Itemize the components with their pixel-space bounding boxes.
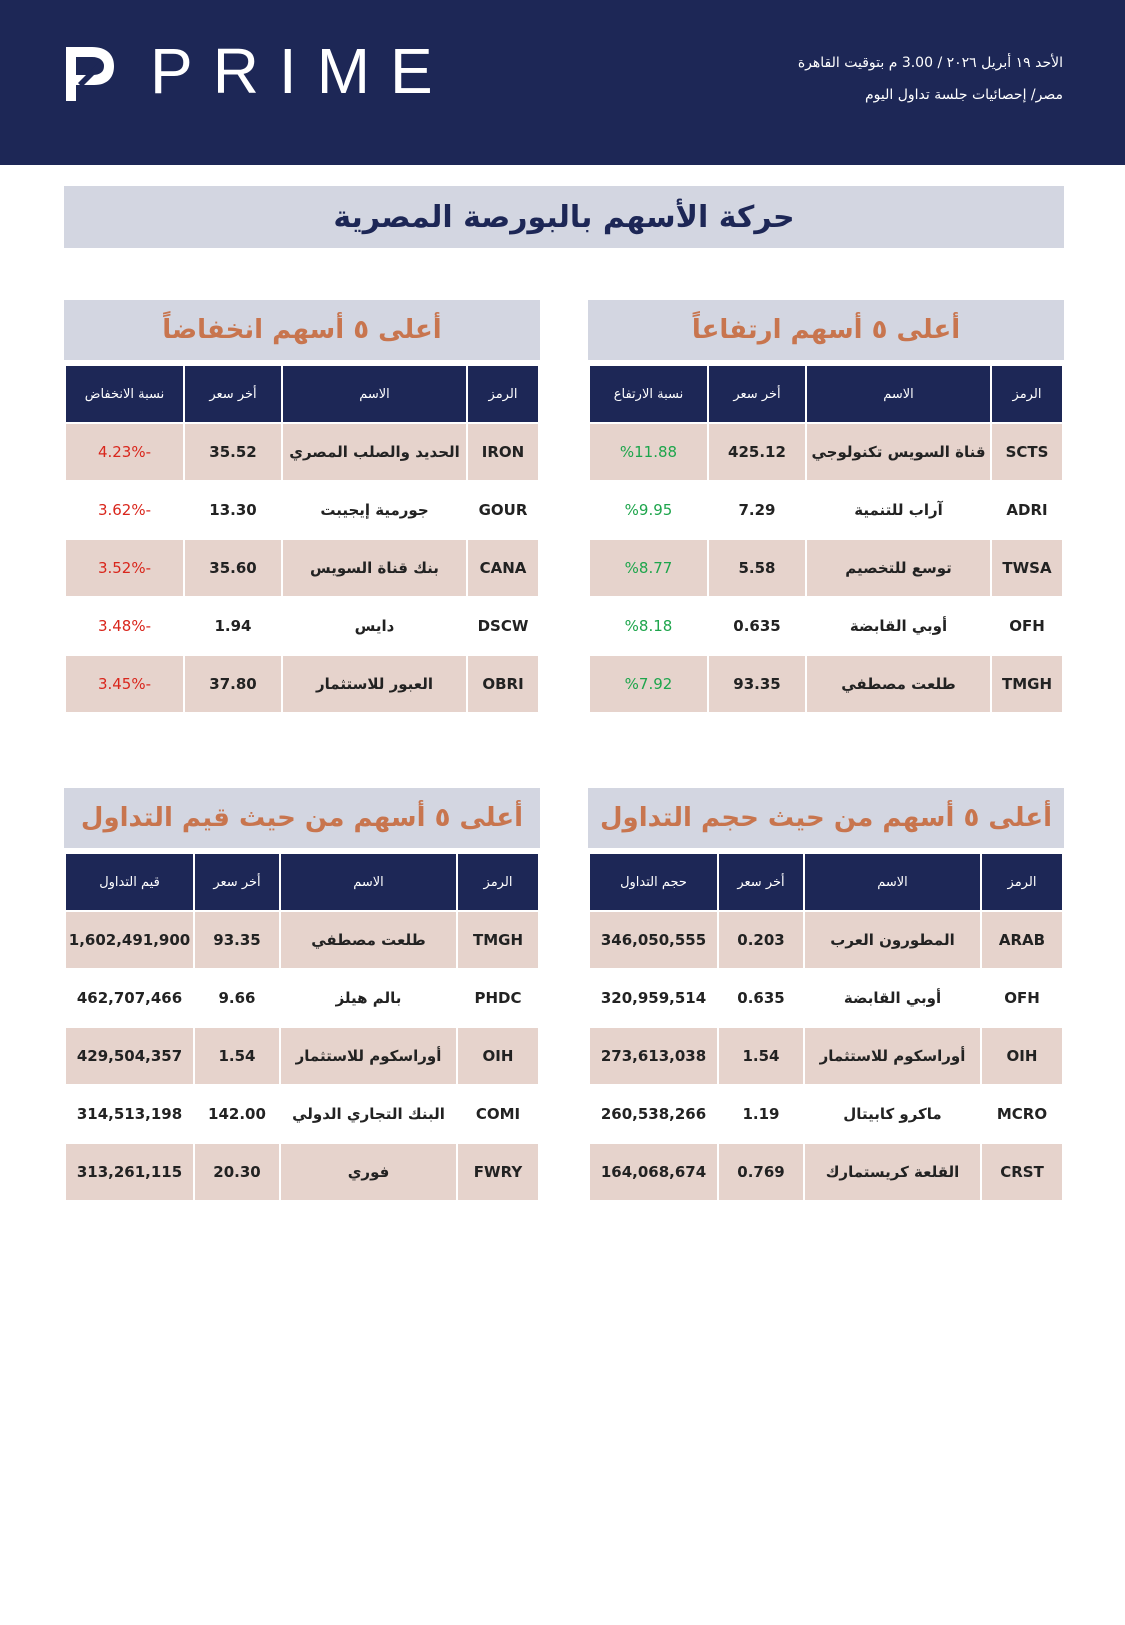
table-row xyxy=(66,1086,538,1142)
top-value-section xyxy=(64,788,540,1202)
table-row xyxy=(590,912,1062,968)
symbol-cell: ADRI xyxy=(1006,501,1048,519)
price-cell: 20.30 xyxy=(195,1144,279,1200)
top-gainers-section xyxy=(588,300,1064,714)
price-cell: 93.35 xyxy=(195,912,279,968)
price-cell: 5.58 xyxy=(709,540,805,596)
table-row xyxy=(590,1086,1062,1142)
top-volume-section xyxy=(588,788,1064,1202)
symbol-cell: GOUR xyxy=(478,501,528,519)
table-row xyxy=(590,540,1062,596)
symbol-cell: DSCW xyxy=(477,617,529,635)
table-row xyxy=(590,482,1062,538)
volume-cell: 320,959,514 xyxy=(600,989,707,1007)
col-header-change: نسبة الارتفاع xyxy=(590,366,707,422)
col-header-name: الاسم xyxy=(283,366,466,422)
symbol-cell: ARAB xyxy=(982,912,1062,968)
price-cell: 142.00 xyxy=(208,1105,266,1123)
price-cell: 35.52 xyxy=(185,424,281,480)
symbol-cell: TMGH xyxy=(458,912,538,968)
name-cell: توسع للتخصيم xyxy=(807,540,990,596)
name-cell: قناة السويس تكنولوجي xyxy=(807,424,990,480)
price-cell: 35.60 xyxy=(185,540,281,596)
table-row xyxy=(590,1028,1062,1084)
price-cell: 0.203 xyxy=(719,912,803,968)
symbol-cell: TMGH xyxy=(992,656,1062,712)
table-row xyxy=(590,970,1062,1026)
table-row xyxy=(66,424,538,480)
price-cell: 7.29 xyxy=(738,501,776,519)
symbol-cell: COMI xyxy=(475,1105,521,1123)
table-row xyxy=(590,598,1062,654)
value-cell: 313,261,115 xyxy=(66,1144,193,1200)
change-cell: %8.18 xyxy=(624,617,673,635)
section-title: أعلى ٥ أسهم من حيث حجم التداول xyxy=(588,788,1064,848)
price-cell: 9.66 xyxy=(218,989,256,1007)
symbol-cell: OIH xyxy=(458,1028,538,1084)
value-cell: 314,513,198 xyxy=(76,1105,183,1123)
col-header-symbol: الرمز xyxy=(468,366,538,422)
value-cell: 429,504,357 xyxy=(66,1028,193,1084)
symbol-cell: SCTS xyxy=(992,424,1062,480)
col-header-name: الاسم xyxy=(807,366,990,422)
col-header-symbol: الرمز xyxy=(982,854,1062,910)
symbol-cell: MCRO xyxy=(996,1105,1048,1123)
change-cell: -3.52% xyxy=(66,540,183,596)
price-cell: 425.12 xyxy=(709,424,805,480)
volume-cell: 346,050,555 xyxy=(590,912,717,968)
name-cell: دايس xyxy=(354,617,395,635)
section-title: أعلى ٥ أسهم انخفاضاً xyxy=(64,300,540,360)
price-cell: 1.94 xyxy=(214,617,252,635)
name-cell: طلعت مصطفي xyxy=(807,656,990,712)
table-row xyxy=(66,482,538,538)
symbol-cell: OBRI xyxy=(468,656,538,712)
symbol-cell: PHDC xyxy=(474,989,522,1007)
name-cell: بنك قناة السويس xyxy=(283,540,466,596)
name-cell: البنك التجاري الدولي xyxy=(292,1105,445,1123)
symbol-cell: OFH xyxy=(1004,989,1040,1007)
name-cell: جورمية إيجيبت xyxy=(320,501,429,519)
col-header-symbol: الرمز xyxy=(458,854,538,910)
name-cell: فوري xyxy=(281,1144,456,1200)
price-cell: 13.30 xyxy=(209,501,257,519)
change-cell: -4.23% xyxy=(66,424,183,480)
symbol-cell: TWSA xyxy=(992,540,1062,596)
col-header-volume: حجم التداول xyxy=(590,854,717,910)
name-cell: آراب للتنمية xyxy=(854,501,943,519)
change-cell: %11.88 xyxy=(590,424,707,480)
symbol-cell: IRON xyxy=(468,424,538,480)
name-cell: أوبي القابضة xyxy=(849,617,948,635)
price-cell: 1.19 xyxy=(742,1105,780,1123)
report-subtitle: مصر/ إحصائيات جلسة تداول اليوم xyxy=(864,87,1063,103)
price-cell: 1.54 xyxy=(719,1028,803,1084)
col-header-price: أخر سعر xyxy=(185,366,281,422)
section-title: أعلى ٥ أسهم ارتفاعاً xyxy=(588,300,1064,360)
name-cell: الحديد والصلب المصري xyxy=(283,424,466,480)
price-cell: 0.635 xyxy=(733,617,781,635)
col-header-name: الاسم xyxy=(805,854,980,910)
name-cell: طلعت مصطفي xyxy=(281,912,456,968)
symbol-cell: CRST xyxy=(982,1144,1062,1200)
table-row xyxy=(66,656,538,712)
table-row xyxy=(66,1144,538,1200)
price-cell: 1.54 xyxy=(195,1028,279,1084)
change-cell: %8.77 xyxy=(590,540,707,596)
price-cell: 0.769 xyxy=(719,1144,803,1200)
name-cell: أوبي القابضة xyxy=(843,989,942,1007)
top-losers-table xyxy=(64,364,540,714)
top-value-table xyxy=(64,852,540,1202)
col-header-price: أخر سعر xyxy=(719,854,803,910)
change-cell: -3.45% xyxy=(66,656,183,712)
table-row xyxy=(66,912,538,968)
page-title: حركة الأسهم بالبورصة المصرية xyxy=(333,199,795,235)
volume-cell: 273,613,038 xyxy=(590,1028,717,1084)
col-header-name: الاسم xyxy=(281,854,456,910)
table-row xyxy=(590,1144,1062,1200)
section-title: أعلى ٥ أسهم من حيث قيم التداول xyxy=(64,788,540,848)
price-cell: 37.80 xyxy=(185,656,281,712)
change-cell: -3.48% xyxy=(97,617,152,635)
symbol-cell: OIH xyxy=(982,1028,1062,1084)
top-volume-table xyxy=(588,852,1064,1202)
value-cell: 462,707,466 xyxy=(76,989,183,1007)
name-cell: القلعة كريستمارك xyxy=(805,1144,980,1200)
change-cell: %7.92 xyxy=(590,656,707,712)
brand-wordmark: PRIME xyxy=(150,35,453,107)
col-header-value: قيم التداول xyxy=(66,854,193,910)
symbol-cell: CANA xyxy=(468,540,538,596)
table-row xyxy=(66,970,538,1026)
symbol-cell: FWRY xyxy=(458,1144,538,1200)
name-cell: أوراسكوم للاستثمار xyxy=(281,1028,456,1084)
report-date: الأحد ١٩ أبريل ٢٠٢٦ / 3.00 م بتوقيت القاهرة xyxy=(797,55,1063,71)
name-cell: العبور للاستثمار xyxy=(283,656,466,712)
change-cell: -3.62% xyxy=(97,501,152,519)
price-cell: 0.635 xyxy=(737,989,785,1007)
name-cell: أوراسكوم للاستثمار xyxy=(805,1028,980,1084)
change-cell: %9.95 xyxy=(624,501,673,519)
price-cell: 93.35 xyxy=(709,656,805,712)
prime-logo-icon xyxy=(62,42,118,106)
top-losers-section xyxy=(64,300,540,714)
name-cell: المطورون العرب xyxy=(805,912,980,968)
top-gainers-table xyxy=(588,364,1064,714)
col-header-price: أخر سعر xyxy=(709,366,805,422)
symbol-cell: OFH xyxy=(1009,617,1045,635)
col-header-price: أخر سعر xyxy=(195,854,279,910)
name-cell: بالم هيلز xyxy=(335,989,402,1007)
table-row xyxy=(590,424,1062,480)
page-title-banner xyxy=(64,186,1064,248)
page-header xyxy=(0,0,1125,165)
table-row xyxy=(66,598,538,654)
name-cell: ماكرو كابيتال xyxy=(843,1105,942,1123)
value-cell: 1,602,491,900 xyxy=(66,912,193,968)
volume-cell: 164,068,674 xyxy=(590,1144,717,1200)
table-row xyxy=(66,540,538,596)
volume-cell: 260,538,266 xyxy=(600,1105,707,1123)
table-row xyxy=(590,656,1062,712)
col-header-symbol: الرمز xyxy=(992,366,1062,422)
table-row xyxy=(66,1028,538,1084)
col-header-change: نسبة الانخفاض xyxy=(66,366,183,422)
